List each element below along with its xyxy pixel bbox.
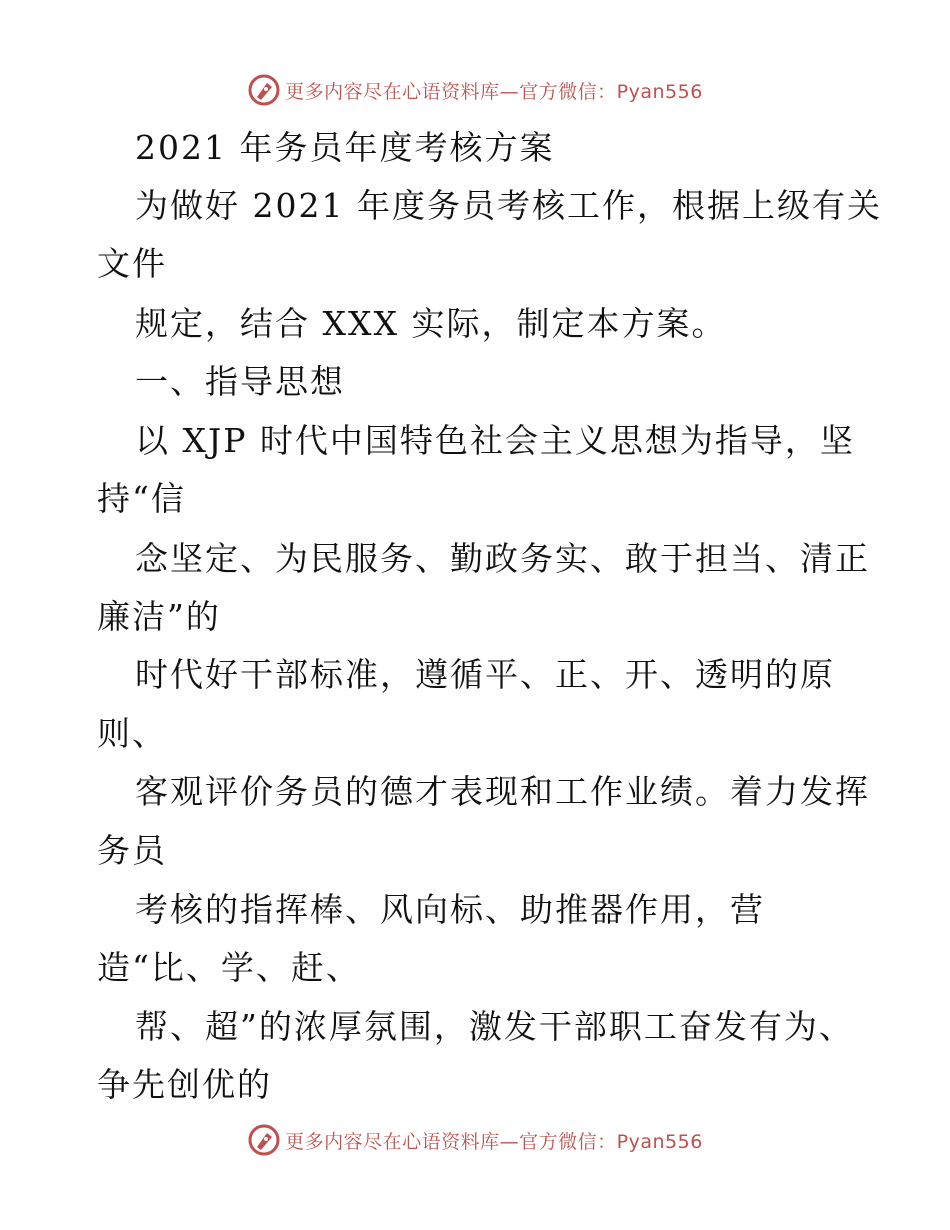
paragraph-line: 持“信 (97, 479, 186, 518)
paragraph-line: 客观评价务员的德才表现和工作业绩。着力发挥 (135, 772, 870, 811)
paragraph-line: 帮、超”的浓厚氛围，激发干部职工奋发有为、 (135, 1007, 854, 1046)
pen-nib-logo-icon (247, 73, 281, 107)
footer-banner (0, 1120, 950, 1160)
paragraph-line: 务员 (97, 831, 167, 870)
section-heading: 一、指导思想 (135, 362, 345, 401)
paragraph-line: 以 XJP 时代中国特色社会主义思想为指导，坚 (135, 421, 855, 460)
footer-banner-text: 更多内容尽在心语资料库—官方微信：Pyan556 (285, 1130, 703, 1153)
paragraph-line: 考核的指挥棒、风向标、助推器作用，营 (135, 890, 765, 929)
document-title: 2021 年务员年度考核方案 (135, 128, 555, 167)
header-banner (0, 70, 950, 110)
paragraph-line: 规定，结合 XXX 实际，制定本方案。 (135, 304, 727, 343)
paragraph-line: 造“比、学、赶、 (97, 948, 361, 987)
paragraph-line: 争先创优的 (97, 1065, 272, 1104)
paragraph-line: 为做好 2021 年度务员考核工作，根据上级有关 (135, 186, 882, 225)
paragraph-line: 念坚定、为民服务、勤政务实、敢于担当、清正 (135, 539, 870, 578)
paragraph-line: 文件 (97, 244, 167, 283)
pen-nib-logo-icon (247, 1123, 281, 1157)
paragraph-line: 则、 (97, 714, 167, 753)
paragraph-line: 廉洁”的 (97, 597, 221, 636)
paragraph-line: 时代好干部标准，遵循平、正、开、透明的原 (135, 655, 835, 694)
header-banner-text: 更多内容尽在心语资料库—官方微信：Pyan556 (285, 80, 703, 103)
